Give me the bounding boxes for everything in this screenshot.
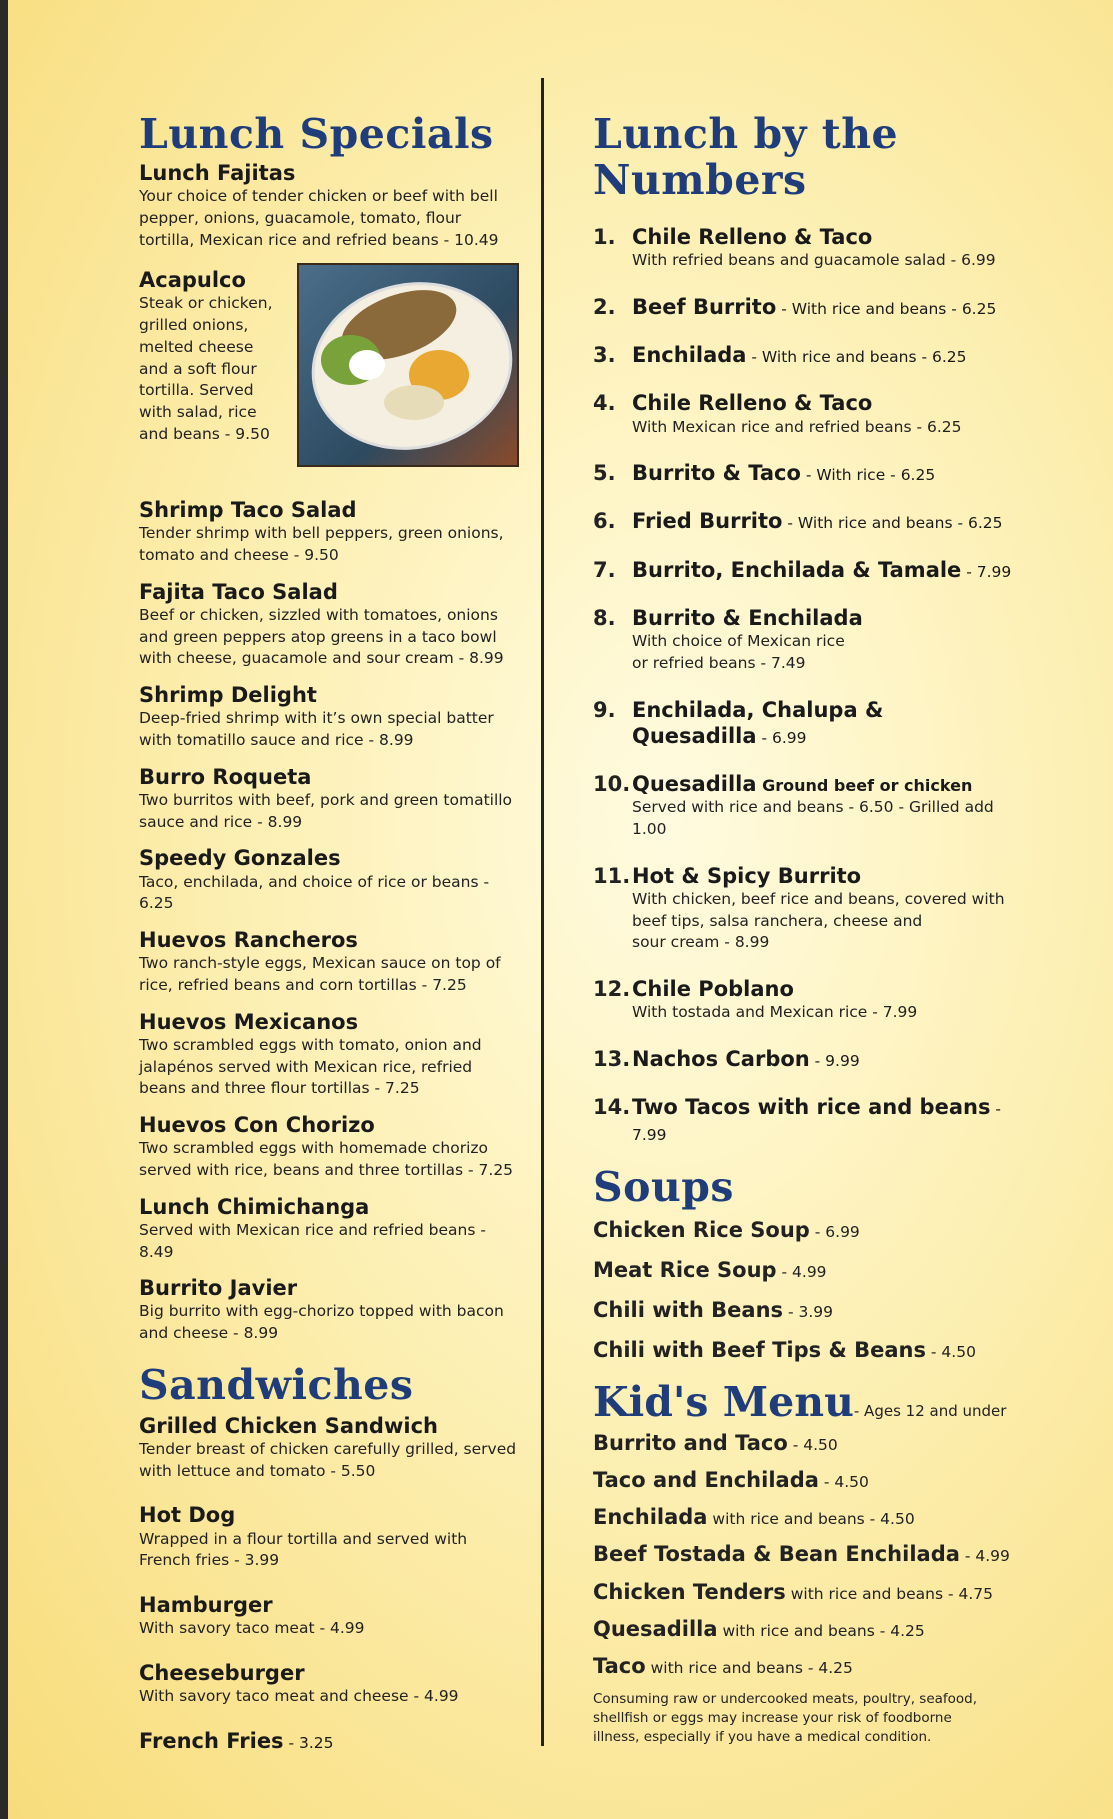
item-name: Hamburger bbox=[139, 1593, 273, 1617]
item-body bbox=[632, 1094, 1013, 1147]
item-name: Beef Tostada & Bean Enchilada bbox=[593, 1542, 960, 1567]
item-name: Chicken Tenders bbox=[593, 1579, 786, 1604]
item-price: with rice and beans - 4.50 bbox=[707, 1510, 915, 1529]
item-description: Beef or chicken, sizzled with tomatoes, onions and green peppers atop greens in a taco bowl with cheese, guacamole and sour cream - 8.99 bbox=[139, 606, 504, 668]
item-number: 8. bbox=[593, 605, 616, 630]
item-name: Shrimp Delight bbox=[139, 683, 317, 708]
numbers-list bbox=[593, 224, 1013, 1147]
numbered-item bbox=[593, 508, 1013, 534]
column-divider bbox=[541, 78, 544, 1746]
menu-item bbox=[139, 1660, 519, 1708]
item-number: 7. bbox=[593, 557, 616, 582]
item-name: Chile Poblano bbox=[632, 977, 794, 1001]
item-name: Cheeseburger bbox=[139, 1660, 305, 1685]
menu-item bbox=[139, 1413, 519, 1483]
item-description: With refried beans and guacamole salad - 6.99 bbox=[632, 251, 996, 270]
numbered-item bbox=[593, 605, 1013, 675]
numbered-item bbox=[593, 697, 1013, 750]
item-title bbox=[632, 605, 1013, 631]
item-description: Two ranch-style eggs, Mexican sauce on top of rice, refried beans and corn tortillas - 7.25 bbox=[139, 954, 501, 994]
soup-item bbox=[593, 1297, 1013, 1323]
item-number: 11. bbox=[593, 863, 631, 888]
item-inline-note: - 6.99 bbox=[756, 728, 807, 747]
item-name: Burrito, Enchilada & Tamale bbox=[632, 557, 962, 582]
item-description: Served with rice and beans - 6.50 - Grilled add 1.00 bbox=[632, 798, 994, 838]
item-inline-note: - With rice and beans - 6.25 bbox=[776, 299, 997, 318]
soup-item bbox=[593, 1337, 1013, 1363]
item-name: Acapulco bbox=[139, 268, 246, 293]
menu-item bbox=[139, 1112, 519, 1182]
item-name: Chili with Beef Tips & Beans bbox=[593, 1338, 926, 1363]
item-body bbox=[632, 294, 1013, 320]
item-name: Chili with Beans bbox=[593, 1298, 784, 1323]
item-number: 1. bbox=[593, 224, 616, 249]
numbered-item bbox=[593, 1046, 1013, 1072]
french-fries-item bbox=[139, 1728, 519, 1754]
item-name: Burrito & Taco bbox=[632, 461, 801, 486]
item-name: Lunch Fajitas bbox=[139, 160, 296, 185]
left-column bbox=[139, 112, 519, 1754]
kids-list bbox=[593, 1430, 1013, 1680]
item-number: 10. bbox=[593, 772, 631, 797]
item-title bbox=[632, 863, 1013, 889]
item-title bbox=[632, 1046, 1013, 1072]
item-title bbox=[632, 508, 1013, 534]
numbered-item bbox=[593, 390, 1013, 438]
specials-list bbox=[139, 497, 519, 1345]
item-name: Chicken Rice Soup bbox=[593, 1217, 810, 1242]
kids-menu-subtitle: - Ages 12 and under bbox=[853, 1401, 1007, 1420]
item-description: Big burrito with egg-chorizo topped with bacon and cheese - 8.99 bbox=[139, 1302, 504, 1343]
item-price: - 4.50 bbox=[818, 1472, 869, 1491]
item-description: Tender shrimp with bell peppers, green onions, tomato and cheese - 9.50 bbox=[139, 524, 504, 565]
item-name: Huevos Rancheros bbox=[139, 928, 358, 953]
item-description: Two burritos with beef, pork and green tomatillo sauce and rice - 8.99 bbox=[139, 791, 513, 831]
item-title bbox=[632, 697, 1013, 750]
item-name: Enchilada, Chalupa & Quesadilla bbox=[632, 697, 884, 748]
item-name: Hot & Spicy Burrito bbox=[632, 863, 862, 888]
item-number: 5. bbox=[593, 461, 616, 486]
menu-item bbox=[139, 1592, 519, 1640]
item-name: Huevos Mexicanos bbox=[139, 1009, 359, 1034]
item-description: Two scrambled eggs with tomato, onion and jalapénos served with Mexican rice, refried beans and three flour tortillas - 7.25 bbox=[139, 1035, 482, 1098]
menu-item bbox=[139, 927, 519, 997]
item-title bbox=[632, 557, 1013, 583]
item-body bbox=[632, 557, 1013, 583]
item-description: Taco, enchilada, and choice of rice or beans - 6.25 bbox=[139, 872, 490, 913]
item-price: - 4.99 bbox=[959, 1547, 1010, 1566]
item-number: 3. bbox=[593, 343, 616, 367]
item-name: Chile Relleno & Taco bbox=[632, 224, 873, 249]
item-body bbox=[632, 460, 1013, 486]
sandwiches-heading: Sandwiches bbox=[139, 1360, 414, 1409]
item-title bbox=[632, 390, 1013, 416]
item-name: Enchilada bbox=[632, 343, 747, 367]
kids-item bbox=[593, 1653, 1013, 1679]
item-description: With savory taco meat - 4.99 bbox=[139, 1619, 365, 1638]
item-price: with rice and beans - 4.25 bbox=[645, 1659, 853, 1678]
numbered-item bbox=[593, 771, 1013, 841]
item-name: Taco and Enchilada bbox=[593, 1467, 819, 1492]
item-body bbox=[632, 390, 1013, 438]
item-inline-note: - With rice and beans - 6.25 bbox=[782, 514, 1003, 533]
menu-item bbox=[139, 160, 519, 251]
soups-heading: Soups bbox=[593, 1162, 735, 1211]
item-inline-note: - 7.99 bbox=[632, 1100, 1001, 1145]
item-name: Burrito and Taco bbox=[593, 1430, 788, 1455]
item-body bbox=[632, 342, 1013, 368]
item-body bbox=[632, 224, 1013, 272]
item-title bbox=[632, 294, 1013, 320]
item-name: Hot Dog bbox=[139, 1503, 236, 1528]
numbered-item bbox=[593, 557, 1013, 583]
item-price: - 4.50 bbox=[925, 1343, 976, 1362]
item-name: Enchilada bbox=[593, 1505, 708, 1530]
fajita-plate-photo bbox=[297, 263, 519, 467]
item-description: Tender breast of chicken carefully grilled, served with lettuce and tomato - 5.50 bbox=[139, 1440, 517, 1480]
item-name: Quesadilla bbox=[593, 1616, 718, 1641]
item-name: Quesadilla bbox=[632, 772, 757, 797]
item-description: With choice of Mexican rice or refried beans - 7.49 bbox=[632, 632, 845, 672]
item-description: With Mexican rice and refried beans - 6.25 bbox=[632, 417, 962, 436]
item-body bbox=[632, 771, 1013, 841]
item-name: Grilled Chicken Sandwich bbox=[139, 1413, 438, 1438]
item-name: Burro Roqueta bbox=[139, 764, 312, 789]
kids-item bbox=[593, 1504, 1013, 1530]
kids-item bbox=[593, 1541, 1013, 1567]
item-price: with rice and beans - 4.25 bbox=[717, 1621, 925, 1640]
item-price: - 3.99 bbox=[783, 1303, 834, 1322]
acapulco-item bbox=[139, 263, 519, 467]
item-name: Burrito & Enchilada bbox=[632, 605, 863, 630]
item-name: Fajita Taco Salad bbox=[139, 579, 338, 604]
numbered-item bbox=[593, 976, 1013, 1024]
item-name: Fried Burrito bbox=[632, 509, 783, 534]
item-title bbox=[632, 771, 1013, 797]
item-description: With tostada and Mexican rice - 7.99 bbox=[632, 1003, 918, 1022]
soup-item bbox=[593, 1257, 1013, 1283]
item-number: 2. bbox=[593, 294, 616, 319]
item-body bbox=[632, 976, 1013, 1024]
item-description: Wrapped in a flour tortilla and served with French fries - 3.99 bbox=[139, 1529, 468, 1570]
item-name: Meat Rice Soup bbox=[593, 1257, 777, 1282]
item-body bbox=[632, 605, 1013, 675]
item-description: Deep-fried shrimp with it’s own special batter with tomatillo sauce and rice - 8.99 bbox=[139, 709, 494, 750]
item-number: 9. bbox=[593, 697, 616, 722]
item-name: Nachos Carbon bbox=[632, 1046, 810, 1071]
item-price: with rice and beans - 4.75 bbox=[785, 1584, 994, 1603]
item-number: 12. bbox=[593, 977, 631, 1001]
menu-item bbox=[139, 1275, 519, 1345]
menu-item bbox=[139, 1502, 519, 1572]
soups-list bbox=[593, 1217, 1013, 1364]
kids-item bbox=[593, 1579, 1013, 1605]
item-title bbox=[632, 460, 1013, 486]
menu-item bbox=[139, 682, 519, 752]
kids-item bbox=[593, 1616, 1013, 1642]
numbered-item bbox=[593, 294, 1013, 320]
item-inline-note: - 9.99 bbox=[809, 1051, 860, 1070]
item-price: - 6.99 bbox=[809, 1222, 860, 1241]
item-name: Burrito Javier bbox=[139, 1276, 298, 1301]
right-column bbox=[593, 112, 1013, 1747]
item-description: Served with Mexican rice and refried beans - 8.49 bbox=[139, 1220, 486, 1261]
item-name: Chile Relleno & Taco bbox=[632, 391, 873, 416]
item-name: Two Tacos with rice and beans bbox=[632, 1095, 991, 1120]
item-price: - 3.25 bbox=[283, 1733, 334, 1752]
item-price: - 4.99 bbox=[776, 1262, 827, 1281]
menu-item bbox=[139, 1009, 519, 1100]
item-title bbox=[632, 224, 1013, 250]
item-description: Steak or chicken, grilled onions, melted cheese and a soft flour tortilla. Served with salad, rice and beans - 9.50 bbox=[139, 294, 273, 443]
item-number: 13. bbox=[593, 1046, 631, 1071]
lunch-numbers-heading: Lunch by the Numbers bbox=[593, 110, 899, 204]
kids-menu-heading: Kid's Menu bbox=[593, 1377, 854, 1426]
item-name: Lunch Chimichanga bbox=[139, 1194, 370, 1219]
food-safety-notice: Consuming raw or undercooked meats, poultry, seafood, shellfish or eggs may increase your risk of foodborne illness, especially if you have a medical condition. bbox=[593, 1691, 978, 1746]
item-name: French Fries bbox=[139, 1728, 284, 1753]
menu-item bbox=[139, 764, 519, 834]
numbered-item bbox=[593, 460, 1013, 486]
item-name: Beef Burrito bbox=[632, 294, 777, 319]
menu-item bbox=[139, 497, 519, 567]
sandwich-list bbox=[139, 1413, 519, 1708]
item-body bbox=[632, 508, 1013, 534]
item-number: 6. bbox=[593, 509, 616, 534]
item-body bbox=[632, 863, 1013, 954]
item-name: Taco bbox=[593, 1654, 646, 1679]
item-title bbox=[632, 976, 1013, 1002]
left-dark-edge bbox=[0, 0, 8, 1819]
soup-item bbox=[593, 1217, 1013, 1243]
item-name: Huevos Con Chorizo bbox=[139, 1112, 375, 1137]
menu-item bbox=[139, 579, 519, 670]
item-inline-note: - With rice - 6.25 bbox=[800, 466, 936, 485]
item-body bbox=[632, 697, 1013, 750]
numbered-item bbox=[593, 224, 1013, 272]
numbered-item bbox=[593, 342, 1013, 368]
item-number: 14. bbox=[593, 1095, 631, 1120]
item-description: With savory taco meat and cheese - 4.99 bbox=[139, 1687, 459, 1706]
item-inline-note: - 7.99 bbox=[961, 562, 1012, 581]
menu-item bbox=[139, 1194, 519, 1264]
kids-heading-row bbox=[593, 1378, 1013, 1426]
item-description: Two scrambled eggs with homemade chorizo served with rice, beans and three tortillas - 7.25 bbox=[139, 1139, 514, 1179]
item-description: With chicken, beef rice and beans, covered with beef tips, salsa ranchera, cheese and sour cream - 8.99 bbox=[632, 889, 1005, 952]
item-name: Speedy Gonzales bbox=[139, 846, 341, 871]
item-title bbox=[632, 1094, 1013, 1147]
numbered-item bbox=[593, 863, 1013, 954]
item-description: Your choice of tender chicken or beef with bell pepper, onions, guacamole, tomato, flour tortilla, Mexican rice and refried beans - 10.49 bbox=[139, 187, 499, 249]
item-number: 4. bbox=[593, 391, 616, 416]
item-body bbox=[632, 1046, 1013, 1072]
item-name: Shrimp Taco Salad bbox=[139, 498, 357, 523]
kids-item bbox=[593, 1467, 1013, 1493]
lunch-specials-heading: Lunch Specials bbox=[139, 110, 494, 158]
item-inline-note: Ground beef or chicken bbox=[756, 776, 973, 796]
item-price: - 4.50 bbox=[787, 1435, 838, 1454]
item-inline-note: - With rice and beans - 6.25 bbox=[746, 348, 967, 366]
numbered-item bbox=[593, 1094, 1013, 1147]
item-title bbox=[632, 342, 1013, 368]
menu-item bbox=[139, 845, 519, 915]
kids-item bbox=[593, 1430, 1013, 1456]
